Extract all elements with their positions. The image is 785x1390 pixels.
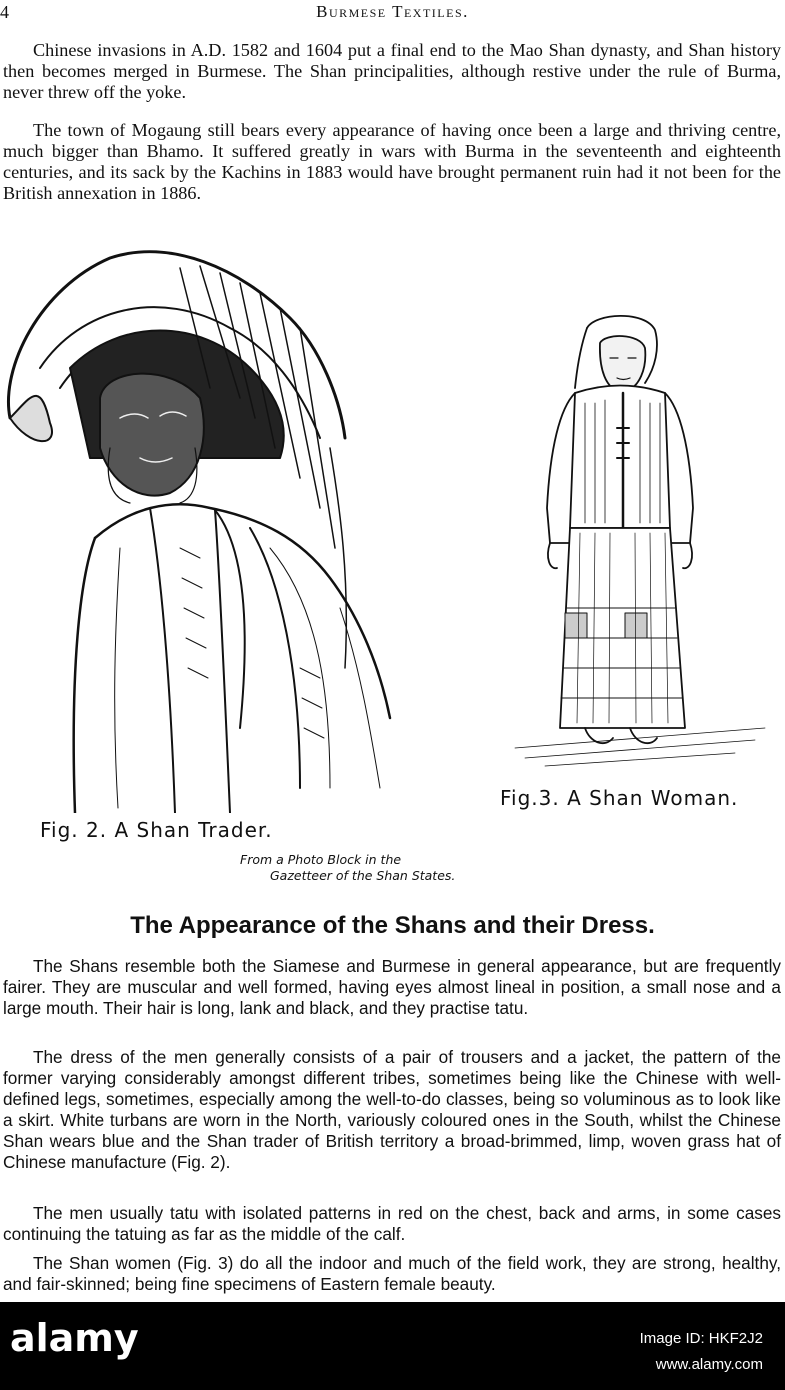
- photo-credit-line-2: Gazetteer of the Shan States.: [270, 868, 456, 883]
- running-head: [0, 0, 785, 24]
- paragraph-appearance: The Shans resemble both the Siamese and Burmese in general appearance, but are frequently fairer. They are muscular and well formed, having eyes almost lineal in position, a small nose and a large mouth. Their hair is long, lank and black, and they practise tatu.: [3, 956, 781, 1018]
- stock-url: www.alamy.com: [655, 1356, 763, 1373]
- stock-watermark-footer: [0, 1302, 785, 1390]
- paragraph-mens-dress: The dress of the men generally consists of a pair of trousers and a jacket, the pattern of the former varying considerably amongst different tribes, sometimes being like the Chinese with well-defined legs, sometimes, especially among the well-to-do classes, being so voluminous as to look like a skirt. White turbans are worn in the North, variously coloured ones in the South, whilst the Chinese Shan wears blue and the Shan trader of British territory a broad-brimmed, limp, woven grass hat of Chinese manufacture (Fig. 2).: [3, 1047, 781, 1172]
- figure-3-caption: Fig.3. A Shan Woman.: [500, 786, 739, 810]
- shan-woman-illustration: [505, 308, 780, 768]
- page-number: 4: [0, 2, 9, 22]
- paragraph-tatu: The men usually tatu with isolated patterns in red on the chest, back and arms, in some cases continuing the tatuing as far as the middle of the calf.: [3, 1203, 781, 1244]
- image-id: Image ID: HKF2J2: [639, 1330, 763, 1347]
- photo-credit: [240, 852, 500, 884]
- section-heading: The Appearance of the Shans and their Dress.: [130, 912, 655, 939]
- running-title: Burmese Textiles.: [316, 2, 469, 21]
- figure-2-caption: Fig. 2. A Shan Trader.: [40, 818, 273, 842]
- alamy-logo: alamy: [10, 1316, 139, 1360]
- paragraph-mogaung: The town of Mogaung still bears every appearance of having once been a large and thriving centre, much bigger than Bhamo. It suffered greatly in wars with Burma in the seventeenth and eighteenth centuries, and its sack by the Kachins in 1883 would have brought permanent ruin had it not been for the British annexation in 1886.: [3, 120, 781, 203]
- paragraph-women: The Shan women (Fig. 3) do all the indoor and much of the field work, they are strong, healthy, and fair-skinned; being fine specimens of Eastern female beauty.: [3, 1253, 781, 1294]
- paragraph-mao-shan: Chinese invasions in A.D. 1582 and 1604 put a final end to the Mao Shan dynasty, and Shan history then becomes merged in Burmese. The Shan principalities, although restive under the rule of Burma, never threw off the yoke.: [3, 40, 781, 102]
- photo-credit-line-1: From a Photo Block in the: [240, 852, 402, 867]
- shan-trader-illustration: [0, 248, 400, 813]
